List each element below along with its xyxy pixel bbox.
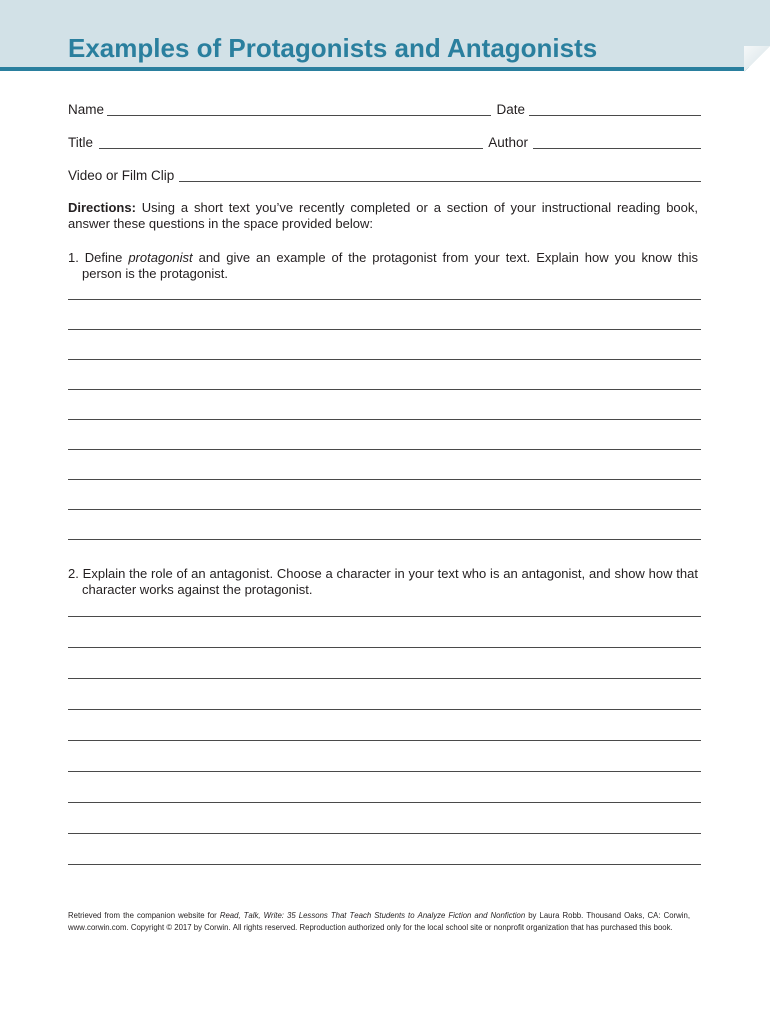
answer-line[interactable]: [68, 772, 701, 803]
clip-row: [68, 168, 701, 184]
answer-line[interactable]: [68, 834, 701, 865]
title-author-row: [68, 135, 701, 151]
directions-text: Using a short text you’ve recently completed or a section of your instructional reading book, answer these questions in the space provided below:: [68, 200, 698, 231]
footer-book-title: Read, Talk, Write: 35 Lessons That Teach Students to Analyze Fiction and Nonfiction: [219, 911, 526, 920]
copyright-footer: [68, 910, 690, 934]
date-field[interactable]: [529, 102, 701, 116]
question-text: and give an example of the protagonist from your text. Explain how you know this person is the protagonist.: [82, 250, 698, 281]
answer-line[interactable]: [68, 300, 701, 330]
answer-line[interactable]: [68, 450, 701, 480]
header-rule: [0, 67, 770, 71]
answer-line[interactable]: [68, 510, 701, 540]
title-field[interactable]: [99, 135, 483, 149]
directions: [68, 200, 698, 232]
answer-area-1: [68, 270, 701, 540]
answer-line[interactable]: [68, 330, 701, 360]
answer-line[interactable]: [68, 648, 701, 679]
answer-line[interactable]: [68, 420, 701, 450]
name-date-row: [68, 102, 701, 118]
question-text: Define: [84, 250, 129, 265]
answer-line[interactable]: [68, 270, 701, 300]
page-fold-corner: [744, 46, 770, 72]
question-number: 2.: [68, 566, 79, 581]
clip-field[interactable]: [179, 168, 701, 182]
answer-line[interactable]: [68, 710, 701, 741]
footer-text: by Laura Robb. Thousand Oaks, CA: Corwin, www.corwin.com. Copyright © 2017 by Corwin. All rights reserved. Reproduction authorized only for the local school site or nonprofit organization that has purchased this book.: [68, 911, 690, 932]
date-label: Date: [496, 102, 525, 117]
clip-label: Video or Film Clip: [68, 168, 175, 183]
name-label: Name: [68, 102, 105, 117]
answer-line[interactable]: [68, 679, 701, 710]
answer-line[interactable]: [68, 360, 701, 390]
worksheet-title: Examples of Protagonists and Antagonists: [68, 33, 598, 63]
answer-line[interactable]: [68, 480, 701, 510]
question-number: 1.: [68, 250, 79, 265]
name-field[interactable]: [107, 102, 491, 116]
question-emphasis: protagonist: [128, 250, 193, 265]
title-label: Title: [68, 135, 94, 150]
question-text: Explain the role of an antagonist. Choose a character in your text who is an antagonist, and show how that character works against the protagonist.: [82, 566, 698, 597]
author-label: Author: [488, 135, 528, 150]
answer-line[interactable]: [68, 741, 701, 772]
answer-line[interactable]: [68, 586, 701, 617]
answer-line[interactable]: [68, 390, 701, 420]
answer-line[interactable]: [68, 803, 701, 834]
author-field[interactable]: [533, 135, 701, 149]
answer-line[interactable]: [68, 617, 701, 648]
answer-area-2: [68, 586, 701, 865]
footer-text: Retrieved from the companion website for: [68, 911, 220, 920]
directions-label: Directions:: [68, 200, 136, 215]
